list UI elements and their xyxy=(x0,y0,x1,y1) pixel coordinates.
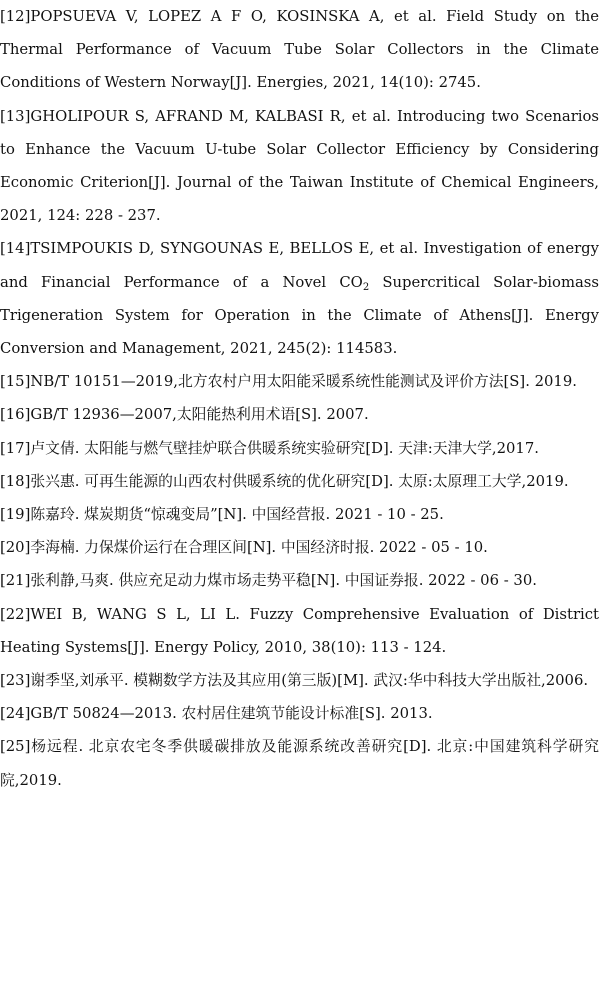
reference-item-24: [24]GB/T 50824—2013. 农村居住建筑节能设计标准[S]. 2013. xyxy=(0,705,433,723)
reference-item-21: [21]张利静,马爽. 供应充足动力煤市场走势平稳[N]. 中国证券报. 2022 - 06 - 30. xyxy=(0,572,537,590)
reference-item-17: [17]卢文倩. 太阳能与燃气壁挂炉联合供暖系统实验研究[D]. 天津:天津大学,2017. xyxy=(0,439,539,457)
reference-text-before: [14]TSIMPOUKIS D, SYNGOUNAS E, BELLOS E, et al. Investigation of energy and Financial Performance of a Novel CO xyxy=(0,240,599,291)
reference-item-18: [18]张兴惠. 可再生能源的山西农村供暖系统的优化研究[D]. 太原:太原理工大学,2019. xyxy=(0,472,569,490)
reference-item-14 xyxy=(0,232,599,365)
reference-item-13: [13]GHOLIPOUR S, AFRAND M, KALBASI R, et al. Introducing two Scenarios to Enhance the Vacuum U-tube Solar Collector Efficiency by Considering Economic Criterion[J]. Journal of the Taiwan Institute of Chemical Engineers, 2021, 124: 228 - 237. xyxy=(0,107,599,225)
reference-item-22: [22]WEI B, WANG S L, LI L. Fuzzy Comprehensive Evaluation of District Heating Systems[J]. Energy Policy, 2010, 38(10): 113 - 124. xyxy=(0,605,599,656)
reference-item-12: [12]POPSUEVA V, LOPEZ A F O, KOSINSKA A, et al. Field Study on the Thermal Performance of Vacuum Tube Solar Collectors in the Climate Conditions of Western Norway[J]. Energies, 2021, 14(10): 2745. xyxy=(0,8,599,92)
reference-item-16: [16]GB/T 12936—2007,太阳能热利用术语[S]. 2007. xyxy=(0,406,369,424)
reference-item-25: [25]杨远程. 北京农宅冬季供暖碳排放及能源系统改善研究[D]. 北京:中国建筑科学研究院,2019. xyxy=(0,738,599,789)
reference-text-after: Supercritical Solar-biomass Trigeneration System for Operation in the Climate of Athens[J]. Energy Conversion and Management, 2021, 245(2): 114583. xyxy=(0,273,599,358)
reference-item-23: [23]谢季坚,刘承平. 模糊数学方法及其应用(第三版)[M]. 武汉:华中科技大学出版社,2006. xyxy=(0,672,589,690)
reference-item-15: [15]NB/T 10151—2019,北方农村户用太阳能采暖系统性能测试及评价方法[S]. 2019. xyxy=(0,373,577,391)
reference-item-20: [20]李海楠. 力保煤价运行在合理区间[N]. 中国经济时报. 2022 - 05 - 10. xyxy=(0,539,488,557)
reference-item-19: [19]陈嘉玲. 煤炭期货“惊魂变局”[N]. 中国经营报. 2021 - 10 - 25. xyxy=(0,506,444,524)
subscript: 2 xyxy=(362,281,370,293)
